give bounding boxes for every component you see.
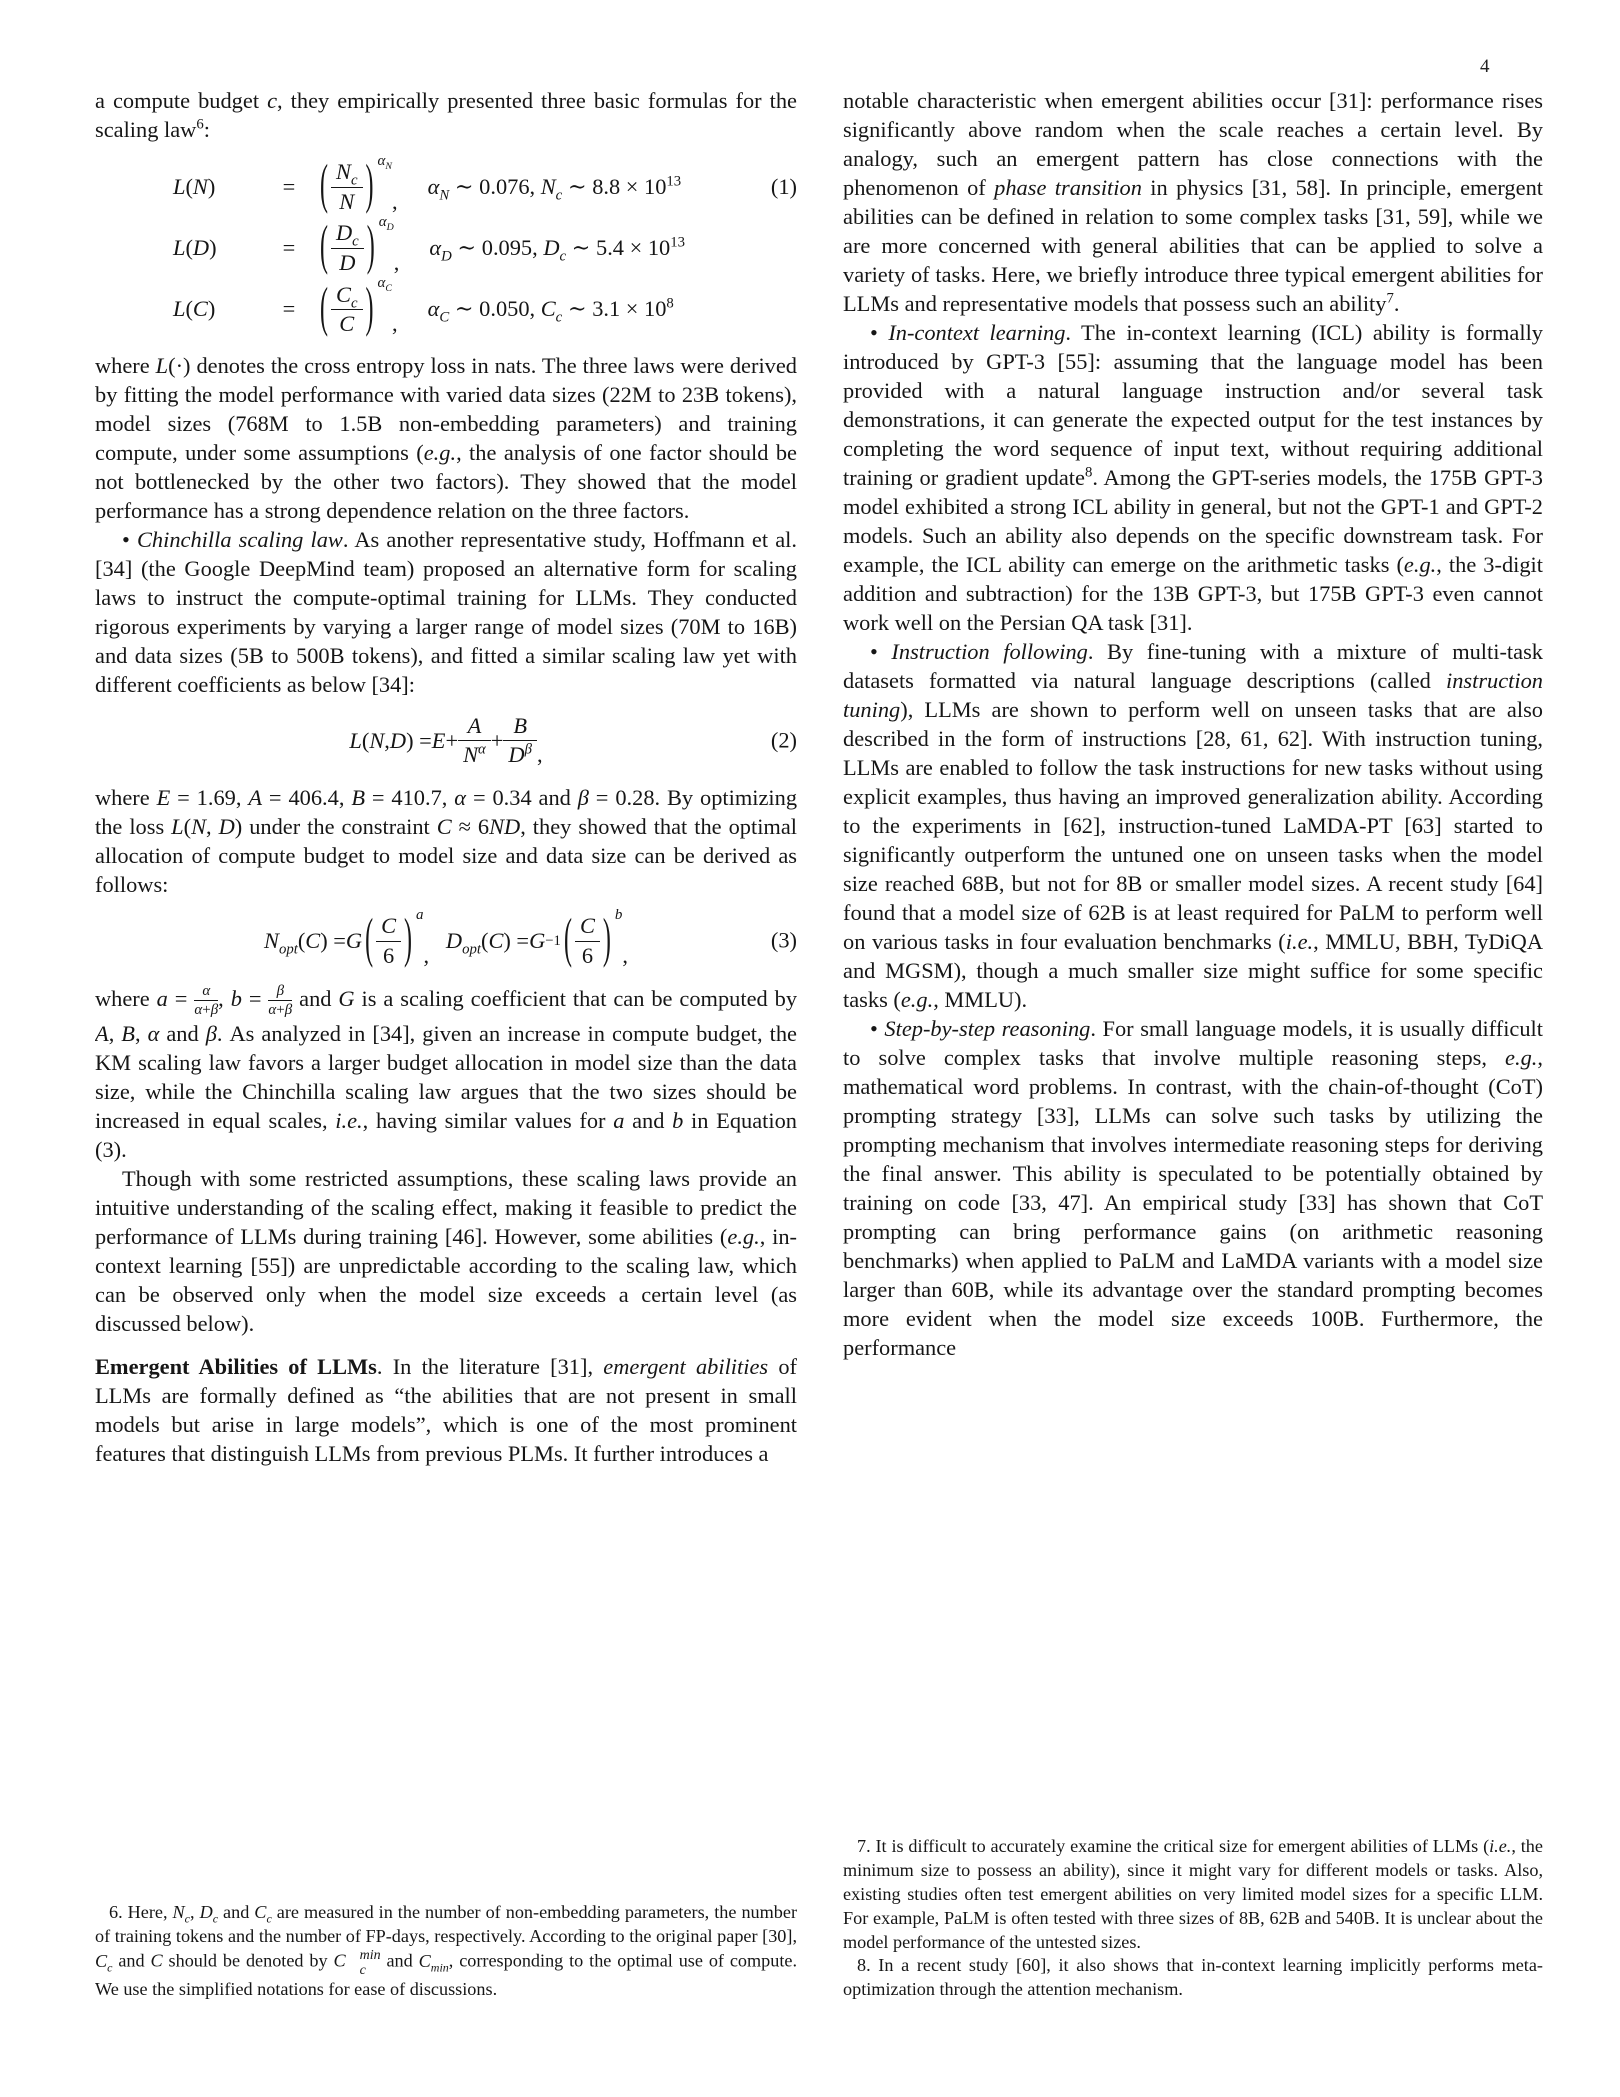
paragraph-where-ab: where a = $\frac{\alpha}{\alpha+\beta}$ , b = $\frac{\beta}{\alpha+\beta}$ and G is a scaling coefficient that can be computed by A, B, α and β. As analyzed in [34], given an increase in compute budget, the KM scaling law favors a larger budget allocation in model size than the data size, while the Chinchilla scaling law argues that the two sizes should be increased in equal scales, i.e., having similar values for a and b in Equation (3). — [95, 983, 797, 1162]
equation-1-block — [95, 152, 797, 339]
comma: , — [391, 188, 398, 214]
fraction-numerator: $N_c$ — [331, 160, 363, 188]
comma: , — [393, 249, 400, 275]
paragraph-though-restricted: Though with some restricted assumptions, these scaling laws provide an intuitive understanding of the scaling effect, making it feasible to predict the performance of LLMs during training [46]. However, some abilities (e.g., in-context learning [55]) are unpredictable according to the scaling law, which can be observed only when the model size exceeds a certain level (as discussed below). — [95, 1166, 797, 1336]
equation-lhs: L(D) — [173, 235, 217, 261]
open-paren: ( — [320, 278, 328, 339]
equation-number: (2) — [770, 727, 797, 753]
equation-condition: $\alpha_C$ ∼ 0.050, $C_c$ ∼ $3.1 \times 10^8$ — [427, 295, 674, 326]
equation-rhs — [317, 214, 743, 278]
equation-lhs: L(N) — [173, 173, 216, 199]
paragraph-chinchilla-scaling-law: • Chinchilla scaling law. As another representative study, Hoffmann et al. [34] (the Google DeepMind team) proposed an alternative form for scaling laws to instruct the compute-optimal training for LLMs. They conducted rigorous experiments by varying a larger range of model sizes (70M to 16B) and data sizes (5B to 500B tokens), and fitted a similar scaling law yet with different coefficients as below [34]: — [95, 526, 797, 697]
equation-1-row-2 — [95, 214, 797, 278]
paragraph-where-loss: where L(·) denotes the cross entropy loss in nats. The three laws were derived by fitting the model performance with varied data sizes (22M to 23B tokens), model sizes (768M to 1.5B non-embedding parameters) and training compute, under some assumptions (e.g., the analysis of one factor should be not bottlenecked by the other two factors). They showed that the model performance has a strong dependence relation on the three factors. — [95, 352, 797, 523]
close-paren: ) — [366, 217, 375, 278]
footnotes-left — [95, 1895, 797, 2002]
paragraph-in-context-learning: • In-context learning. The in-context learning (ICL) ability is formally introduced by GPT-3 [55]: assuming that the language model has been provided with a natural language instruction and/or several task demonstrations, it can generate the expected output for the test instances by completing the word sequence of input text, without requiring additional training or gradient update$^8$. Among the GPT-series models, the 175B GPT-3 model exhibited a strong ICL ability in general, but not the GPT-1 and GPT-2 models. Such an ability also depends on the specific downstream task. For example, the ICL ability can emerge on the arithmetic tasks (e.g., the 3-digit addition and subtraction) for the 13B GPT-3, but 175B GPT-3 even cannot work well on the Persian QA task [31]. — [843, 320, 1543, 635]
close-paren: ) — [365, 278, 374, 339]
paragraph-emergent-abilities: Emergent Abilities of LLMs. In the literature [31], emergent abilities of LLMs are formally defined as “the abilities that are not present in small models but arise in large models”, which is one of the most prominent features that distinguish LLMs from previous PLMs. It further introduces a — [95, 1354, 797, 1466]
exponent: $\alpha_D$ — [378, 214, 394, 234]
exponent: $\alpha_C$ — [377, 275, 392, 295]
equation-rhs — [317, 275, 743, 339]
open-paren: ( — [320, 156, 328, 216]
fraction — [331, 283, 363, 337]
equation-1-row-1 — [95, 152, 797, 216]
paragraph-instruction-following: • Instruction following. By fine-tuning with a mixture of multi-task datasets formatted via natural language descriptions (called instruction tuning), LLMs are shown to perform well on unseen tasks that are also described in the form of instructions [28, 61, 62]. With instruction tuning, LLMs are enabled to follow the task instructions for new tasks without using explicit examples, thus having an improved generalization ability. According to the experiments in [62], instruction-tuned LaMDA-PT [63] started to significantly outperform the untuned one on unseen tasks when the model size reached 68B, but not for 8B or smaller model sizes. A recent study [64] found that a model size of 62B is at least required for PaLM to perform well on various tasks in four evaluation benchmarks (i.e., MMLU, BBH, TyDiQA and MGSM), though a much smaller size might suffice for some specific tasks (e.g., MMLU). — [843, 639, 1543, 1012]
equation-2 — [95, 714, 797, 768]
paragraph-compute-budget: a compute budget c, they empirically presented three basic formulas for the scaling law$^6$: — [95, 88, 797, 142]
equation-3 — [95, 907, 797, 971]
open-paren: ( — [320, 217, 328, 278]
equals-sign: = — [282, 173, 296, 199]
equals-sign: = — [282, 296, 296, 322]
equation-number: (3) — [770, 927, 797, 953]
equation-number: (1) — [770, 173, 797, 199]
paragraph-notable-characteristic: notable characteristic when emergent abilities occur [31]: performance rises significantly above random when the scale reaches a certain level. By analogy, such an emergent pattern has close connections with the phenomenon of phase transition in physics [31, 58]. In principle, emergent abilities can be defined in relation to some complex tasks [31, 59], while we are more concerned with general abilities that can be applied to solve a variety of tasks. Here, we briefly introduce three typical emergent abilities for LLMs and representative models that possess such an ability$^7$. — [843, 88, 1543, 316]
equation-lhs: L(C) — [173, 296, 216, 322]
comma: , — [391, 311, 398, 337]
footnote-7: 7. It is difficult to accurately examine the critical size for emergent abilities of LLMs (i.e., the minimum size to possess an ability), since it might vary for different models or tasks. Also, existing studies often test emergent abilities on very limited model sizes for a specific LLM. For example, PaLM is often tested with three sizes of 8B, 62B and 540B. It is unclear about the model performance of the untested sizes. — [843, 1836, 1543, 1952]
exponent: $\alpha_N$ — [377, 152, 392, 172]
fraction-numerator: $D_c$ — [331, 221, 364, 249]
equation-body: $N_{opt}$ ( C ) = G ( $\frac{C}{6}$ ) a , $D_{opt}$ ( C ) = G −1 ( $\frac{C}{6}$ ) b , — [264, 907, 628, 971]
equals-sign: = — [282, 235, 296, 261]
fraction-denominator: N — [339, 188, 355, 214]
paragraph-step-by-step-reasoning: • Step-by-step reasoning. For small language models, it is usually difficult to solve complex tasks that involve multiple reasoning steps, e.g., mathematical word problems. In contrast, with the chain-of-thought (CoT) prompting strategy [33], LLMs can solve such tasks by utilizing the prompting mechanism that involves intermediate reasoning steps for deriving the final answer. This ability is speculated to be potentially obtained by training on code [33, 47]. An empirical study [33] has shown that CoT prompting can bring performance gains (on arithmetic reasoning benchmarks) when applied to PaLM and LaMDA variants with a model size larger than 60B, while its advantage over the standard prompting becomes more evident when the model size exceeds 100B. Furthermore, the performance — [843, 1016, 1543, 1360]
footnote-6: 6. Here, $N_c$, $D_c$ and $C_c$ are measured in the number of non-embedding parameters, the number of training tokens and the number of FP-days, respectively. According to the original paper [30], $C_c$ and C should be denoted by C min c and $C_{min}$, corresponding to the optimal use of compute. We use the simplified notations for ease of discussions. — [95, 1902, 797, 2000]
fraction — [331, 221, 364, 275]
page-number: 4 — [1480, 56, 1490, 77]
fraction-numerator: $C_c$ — [331, 283, 363, 311]
fraction — [331, 160, 363, 214]
paragraph-where-coefficients: where E = 1.69, A = 406.4, B = 410.7, α = 0.34 and β = 0.28. By optimizing the loss L(N, D) under the constraint C ≈ 6ND, they showed that the optimal allocation of compute budget to model size and data size can be derived as follows: — [95, 785, 797, 898]
footnotes-right — [843, 1829, 1543, 2002]
equation-1-row-3 — [95, 275, 797, 339]
fraction-denominator: C — [339, 311, 355, 337]
equation-body: L ( N , D ) = E + $\frac{A}{N^\alpha}$ + $\frac{B}{D^\beta}$ , — [349, 712, 543, 768]
fraction-denominator: D — [339, 249, 356, 275]
left-column — [95, 86, 797, 2002]
equation-rhs — [317, 152, 743, 216]
footnote-8: 8. In a recent study [60], it also shows that in-context learning implicitly performs meta-optimization through the attention mechanism. — [843, 1955, 1543, 2000]
equation-condition: $\alpha_D$ ∼ 0.095, $D_c$ ∼ $5.4 \times 10^{13}$ — [429, 234, 685, 265]
equation-condition: $\alpha_N$ ∼ 0.076, $N_c$ ∼ $8.8 \times 10^{13}$ — [427, 173, 682, 204]
right-column — [843, 86, 1543, 2002]
close-paren: ) — [365, 156, 374, 216]
